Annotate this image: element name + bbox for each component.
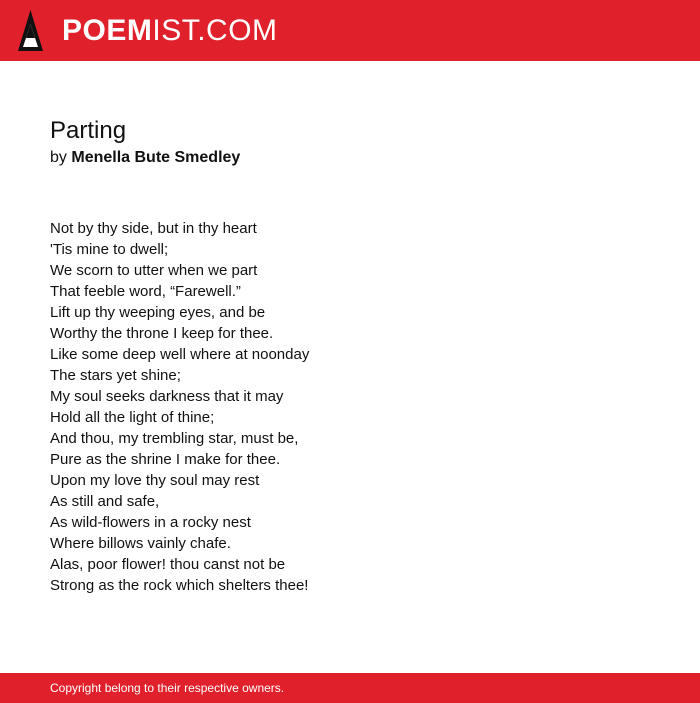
site-header [0, 0, 700, 61]
site-footer [0, 673, 700, 703]
pencil-tip-icon [18, 10, 43, 51]
poem-line: Alas, poor flower! thou canst not be [50, 556, 286, 573]
poem-line: Like some deep well where at noonday [50, 346, 310, 363]
poem-line: Not by thy side, but in thy heart [50, 220, 257, 237]
poem-line: Hold all the light of thine; [50, 409, 215, 426]
poem-byline [50, 146, 650, 170]
poem-line: Upon my love thy soul may rest [50, 472, 260, 489]
logo-text-bold: POEM [62, 14, 153, 47]
site-logo[interactable] [62, 13, 278, 49]
poem-body [50, 218, 650, 596]
poem-line: That feeble word, “Farewell.” [50, 283, 241, 300]
logo-text-light: IST.COM [152, 14, 278, 47]
poem-line: 'Tis mine to dwell; [50, 241, 169, 258]
by-label: by [50, 149, 67, 166]
poem-line: My soul seeks darkness that it may [50, 388, 284, 405]
poem-line: Where billows vainly chafe. [50, 535, 231, 552]
poem-line: As wild-flowers in a rocky nest [50, 514, 251, 531]
poem-line: And thou, my trembling star, must be, [50, 430, 299, 447]
poem-line: Worthy the throne I keep for thee. [50, 325, 274, 342]
poem-title: Parting [50, 117, 127, 144]
poem-line: Pure as the shrine I make for thee. [50, 451, 281, 468]
poem-line: Lift up thy weeping eyes, and be [50, 304, 266, 321]
poem-line: The stars yet shine; [50, 367, 181, 384]
poem-header [50, 116, 650, 170]
poem-author: Menella Bute Smedley [71, 149, 241, 166]
poem-line: We scorn to utter when we part [50, 262, 258, 279]
poem-line: As still and safe, [50, 493, 160, 510]
copyright-text: Copyright belong to their respective owners. [50, 681, 285, 695]
poem-line: Strong as the rock which shelters thee! [50, 577, 309, 594]
